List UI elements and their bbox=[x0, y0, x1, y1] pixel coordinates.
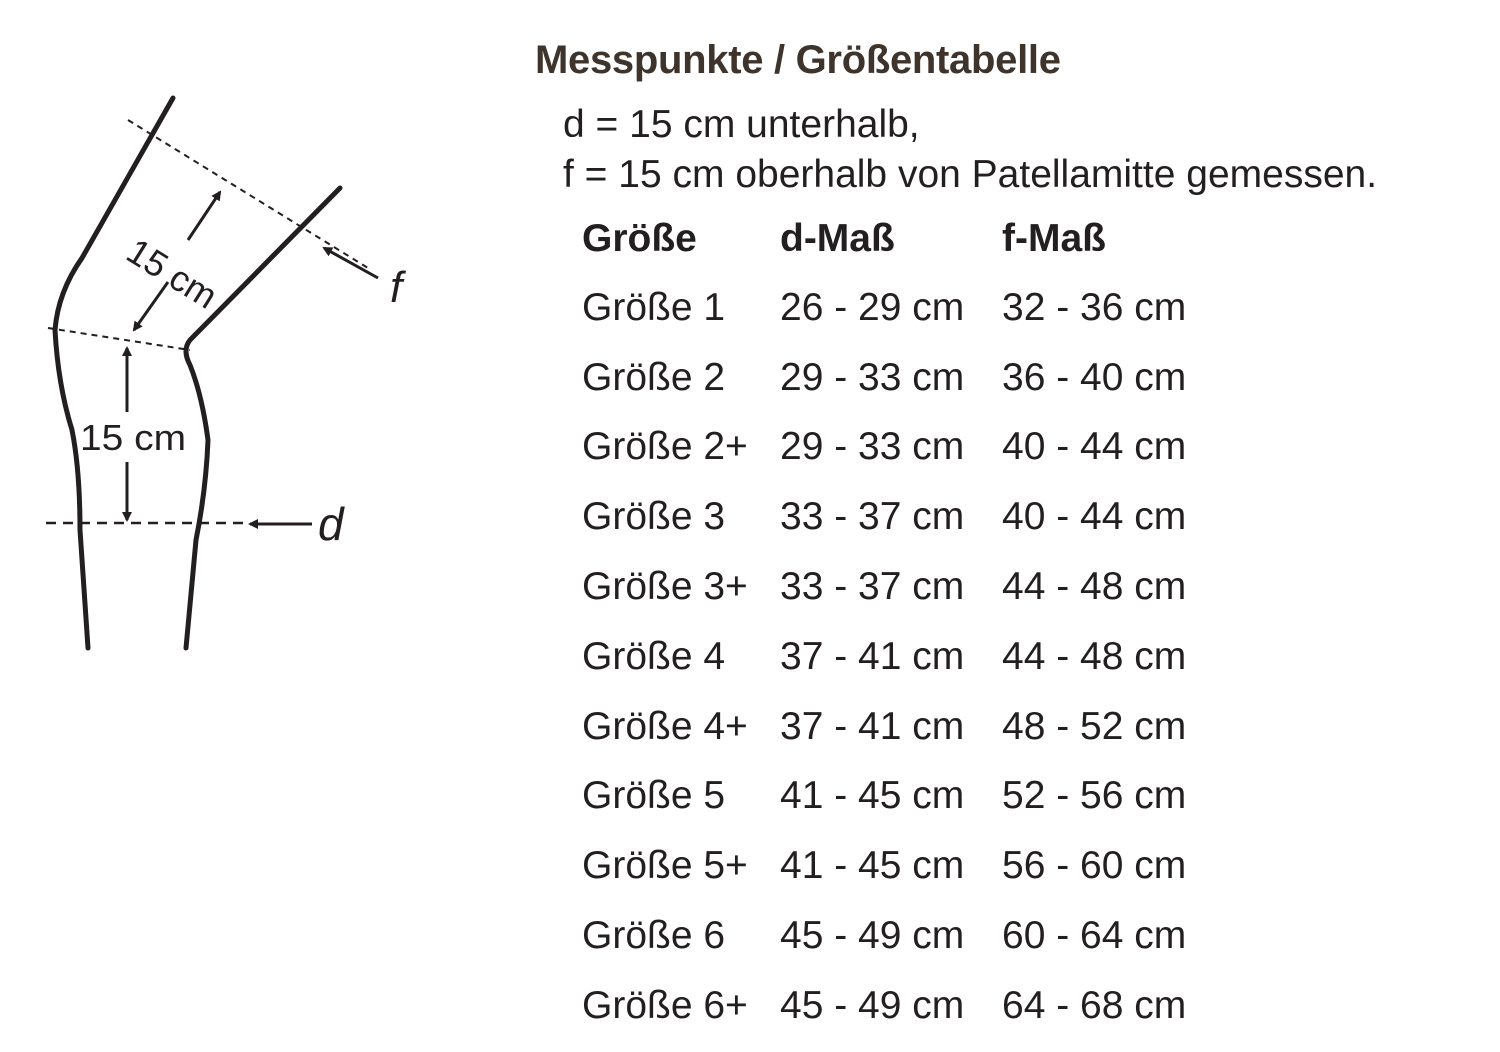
d-measure-cell: 37 - 41 cm bbox=[780, 634, 965, 678]
size-cell: Größe 6 bbox=[582, 914, 726, 958]
f-label: f bbox=[390, 263, 403, 312]
f-measure-cell: 32 - 36 cm bbox=[1002, 285, 1187, 329]
size-cell: Größe 3 bbox=[582, 495, 726, 539]
table-row bbox=[582, 971, 1232, 1041]
f-measure-cell: 64 - 68 cm bbox=[1002, 983, 1187, 1027]
header-d-measure: d-Maß bbox=[780, 217, 895, 260]
d-measure-cell: 33 - 37 cm bbox=[780, 565, 965, 609]
d-measure-cell: 26 - 29 cm bbox=[780, 285, 965, 329]
upper-15cm-label: 15 cm bbox=[119, 230, 225, 317]
f-measure-cell: 44 - 48 cm bbox=[1002, 634, 1187, 678]
table-header-row bbox=[582, 205, 1232, 273]
d-measure-cell: 41 - 45 cm bbox=[780, 774, 965, 818]
upper-dimension-arrow-up bbox=[188, 192, 220, 240]
table-row bbox=[582, 831, 1232, 901]
leg-back-outline bbox=[55, 98, 173, 648]
table-row bbox=[582, 482, 1232, 552]
d-measure-cell: 29 - 33 cm bbox=[780, 425, 965, 469]
f-measure-cell: 48 - 52 cm bbox=[1002, 704, 1187, 748]
table-row bbox=[582, 901, 1232, 971]
size-cell: Größe 6+ bbox=[582, 983, 748, 1027]
d-measure-cell: 33 - 37 cm bbox=[780, 495, 965, 539]
size-cell: Größe 5 bbox=[582, 774, 726, 818]
size-cell: Größe 2+ bbox=[582, 425, 748, 469]
lower-15cm-label: 15 cm bbox=[80, 417, 186, 458]
size-cell: Größe 4+ bbox=[582, 704, 748, 748]
f-measure-cell: 40 - 44 cm bbox=[1002, 425, 1187, 469]
table-row bbox=[582, 622, 1232, 692]
d-measure-cell: 29 - 33 cm bbox=[780, 355, 965, 399]
description-line-d: d = 15 cm unterhalb, bbox=[563, 103, 920, 146]
d-measure-cell: 41 - 45 cm bbox=[780, 844, 965, 888]
size-cell: Größe 2 bbox=[582, 355, 726, 399]
table-row bbox=[582, 273, 1232, 343]
knee-center-line bbox=[48, 328, 190, 350]
f-pointer-arrow bbox=[324, 248, 378, 278]
f-measure-cell: 40 - 44 cm bbox=[1002, 495, 1187, 539]
description-line-f: f = 15 cm oberhalb von Patellamitte gemessen. bbox=[563, 153, 1378, 196]
knee-measurement-diagram bbox=[0, 0, 520, 700]
table-row bbox=[582, 552, 1232, 622]
leg-front-outline bbox=[186, 188, 340, 648]
table-row bbox=[582, 762, 1232, 832]
table-row bbox=[582, 343, 1232, 413]
table-row bbox=[582, 413, 1232, 483]
d-measure-cell: 37 - 41 cm bbox=[780, 704, 965, 748]
size-cell: Größe 5+ bbox=[582, 844, 748, 888]
header-f-measure: f-Maß bbox=[1002, 217, 1106, 260]
f-measure-cell: 44 - 48 cm bbox=[1002, 565, 1187, 609]
d-label: d bbox=[318, 498, 344, 550]
f-measure-cell: 56 - 60 cm bbox=[1002, 844, 1187, 888]
measurement-description bbox=[563, 100, 1377, 200]
size-cell: Größe 1 bbox=[582, 285, 726, 329]
table-row bbox=[582, 692, 1232, 762]
f-measure-cell: 52 - 56 cm bbox=[1002, 774, 1187, 818]
d-measure-cell: 45 - 49 cm bbox=[780, 914, 965, 958]
size-table bbox=[582, 205, 1232, 1041]
f-measure-cell: 36 - 40 cm bbox=[1002, 355, 1187, 399]
d-measure-cell: 45 - 49 cm bbox=[780, 983, 965, 1027]
header-size: Größe bbox=[582, 217, 697, 260]
size-cell: Größe 4 bbox=[582, 634, 726, 678]
f-measure-cell: 60 - 64 cm bbox=[1002, 914, 1187, 958]
size-cell: Größe 3+ bbox=[582, 565, 748, 609]
page-title: Messpunkte / Größentabelle bbox=[535, 38, 1061, 82]
